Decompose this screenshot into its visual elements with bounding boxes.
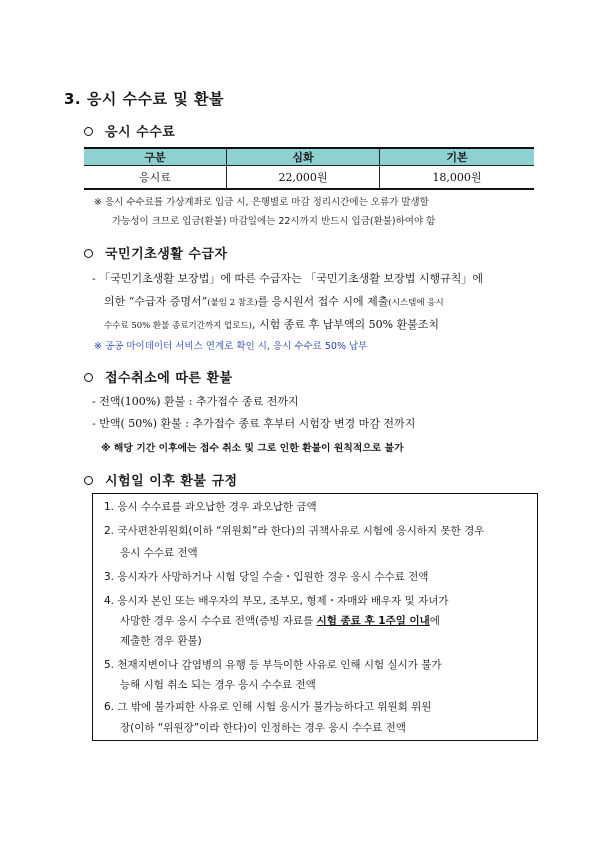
basic-text: 의한 “수급자 증명서”	[104, 295, 208, 308]
rule-item-6-cont: 장(이하 “위원장”이라 한다)이 인정하는 경우 응시 수수료 전액	[120, 722, 406, 734]
basic-line3	[104, 316, 439, 332]
basic-text: (붙임 2 참조)	[207, 298, 258, 308]
basic-text: 를 응시원서 접수 시에 제출	[257, 295, 389, 308]
basic-note: ※ 공공 마이데이터 서비스 연계로 확인 시, 응시 수수료 50% 납부	[94, 341, 368, 352]
section-title-label: 국민기초생활 수급자	[105, 247, 228, 262]
rule-item-4-cont2: 제출한 경우 환불)	[120, 635, 202, 647]
section-title-label: 접수취소에 따른 환불	[105, 371, 233, 386]
circle-bullet-icon	[84, 373, 93, 382]
table-header-cell: 구분	[84, 148, 227, 166]
rule-item-6: 6. 그 밖에 불가피한 사유로 인해 시험 응시가 불가능하다고 위원회 위원	[104, 701, 432, 713]
circle-bullet-icon	[84, 476, 93, 485]
basic-text: (시스템에 응시	[388, 298, 444, 308]
rule-item-4: 4. 응시자 본인 또는 배우자의 부모, 조부모, 형제・자매와 배우자 및 자녀가	[104, 595, 449, 607]
basic-line2	[104, 293, 444, 309]
rule-emphasis: 시험 종료 후 1주일 이내	[316, 615, 430, 627]
fee-note-line2: 가능성이 크므로 입금(환불) 마감일에는 22시까지 반드시 입금(환불)하여야 함	[112, 216, 436, 227]
rule-item-1: 1. 응시 수수료를 과오납한 경우 과오납한 금액	[104, 501, 317, 513]
fee-table	[84, 147, 534, 190]
cancel-line2: - 반액( 50%) 환불 : 추가접수 종료 후부터 시험장 변경 마감 전까지	[92, 417, 416, 430]
table-header-cell: 기본	[380, 148, 535, 166]
fee-note-line1: ※ 응시 수수료를 가상계좌로 입금 시, 은행별로 마감 정리시간에는 오류가 발생할	[94, 197, 429, 208]
table-cell: 응시료	[84, 166, 227, 190]
rule-item-4-cont	[120, 613, 440, 628]
basic-text: 수수료 50% 환불 종료기간까지 업로드)	[104, 321, 252, 331]
rule-text: 에	[429, 615, 440, 627]
section-title-fee	[84, 121, 175, 140]
basic-line1: - 「국민기초생활 보장법」에 따른 수급자는 「국민기초생활 보장법 시행규칙」에	[92, 272, 483, 285]
table-cell: 22,000원	[227, 166, 380, 190]
section-title-after	[84, 470, 238, 489]
circle-bullet-icon	[84, 127, 93, 136]
rule-item-2-cont: 응시 수수료 전액	[120, 547, 198, 559]
section-title-basic	[84, 243, 228, 262]
section-title-label: 시험일 이후 환불 규정	[105, 474, 238, 489]
rule-item-5-cont: 능해 시험 취소 되는 경우 응시 수수료 전액	[120, 679, 316, 691]
section-title-cancel	[84, 367, 233, 386]
rule-item-3: 3. 응시자가 사망하거나 시험 당일 수술・입원한 경우 응시 수수료 전액	[104, 571, 429, 583]
table-cell: 18,000원	[380, 166, 535, 190]
circle-bullet-icon	[84, 249, 93, 258]
rule-item-2: 2. 국사편찬위원회(이하 “위원회”라 한다)의 귀책사유로 시험에 응시하지 못한 경우	[104, 525, 485, 537]
table-row	[84, 166, 534, 190]
basic-text: , 시험 종료 후 납부액의 50% 환불조치	[251, 318, 440, 331]
table-header-row	[84, 148, 534, 166]
rule-text: 사망한 경우 응시 수수료 전액(증빙 자료를	[120, 615, 317, 627]
table-header-cell: 심화	[227, 148, 380, 166]
rule-item-5: 5. 천재지변이나 감염병의 유행 등 부득이한 사유로 인해 시험 실시가 불가	[104, 659, 442, 671]
section-heading: 3. 응시 수수료 및 환불	[64, 90, 224, 108]
cancel-note: ※ 해당 기간 이후에는 접수 취소 및 그로 인한 환불이 원칙적으로 불가	[101, 443, 404, 454]
section-title-label: 응시 수수료	[105, 125, 176, 140]
cancel-line1: - 전액(100%) 환불 : 추가접수 종료 전까지	[92, 395, 299, 408]
